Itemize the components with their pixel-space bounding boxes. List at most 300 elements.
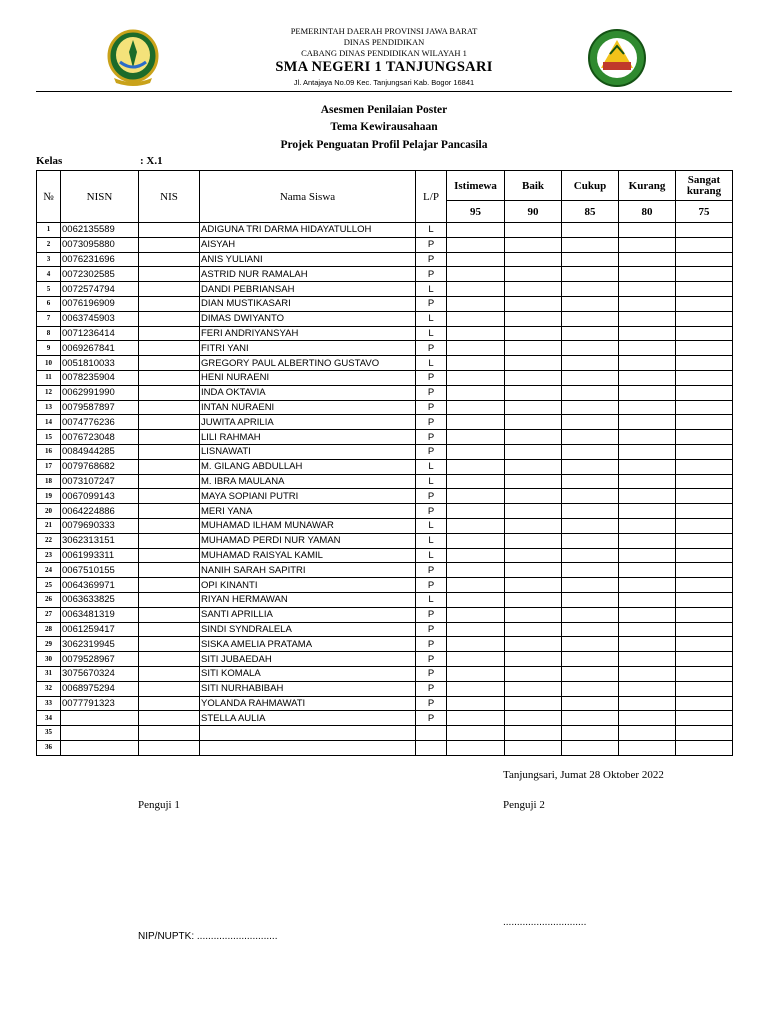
row-score-kurang[interactable] — [619, 326, 676, 341]
row-score-sangat-kurang[interactable] — [676, 518, 733, 533]
row-nisn: 0063745903 — [61, 311, 139, 326]
row-nis — [139, 622, 200, 637]
row-number: 1 — [37, 223, 61, 238]
row-score-baik[interactable] — [505, 296, 562, 311]
row-score-sangat-kurang[interactable] — [676, 385, 733, 400]
table-row — [37, 622, 733, 637]
row-score-kurang[interactable] — [619, 681, 676, 696]
score-kurang: 80 — [619, 201, 676, 223]
row-score-kurang[interactable] — [619, 223, 676, 238]
place-date: Tanjungsari, Jumat 28 Oktober 2022 — [503, 769, 664, 781]
row-score-sangat-kurang[interactable] — [676, 622, 733, 637]
row-score-istimewa[interactable] — [447, 341, 505, 356]
score-baik: 90 — [505, 201, 562, 223]
row-score-kurang[interactable] — [619, 296, 676, 311]
row-nisn: 3062313151 — [61, 533, 139, 548]
row-nisn: 0064224886 — [61, 504, 139, 519]
row-nis — [139, 518, 200, 533]
row-number: 27 — [37, 607, 61, 622]
row-score-cukup[interactable] — [562, 489, 619, 504]
row-score-baik[interactable] — [505, 681, 562, 696]
row-score-istimewa[interactable] — [447, 711, 505, 726]
row-score-baik[interactable] — [505, 311, 562, 326]
row-score-istimewa[interactable] — [447, 726, 505, 741]
row-score-baik[interactable] — [505, 223, 562, 238]
row-nis — [139, 711, 200, 726]
row-score-cukup[interactable] — [562, 652, 619, 667]
row-score-baik[interactable] — [505, 267, 562, 282]
row-score-istimewa[interactable] — [447, 740, 505, 755]
row-score-kurang[interactable] — [619, 696, 676, 711]
row-score-cukup[interactable] — [562, 282, 619, 297]
row-score-istimewa[interactable] — [447, 592, 505, 607]
row-score-cukup[interactable] — [562, 474, 619, 489]
row-nama-siswa: GREGORY PAUL ALBERTINO GUSTAVO — [200, 356, 416, 371]
row-score-cukup[interactable] — [562, 504, 619, 519]
row-score-istimewa[interactable] — [447, 548, 505, 563]
header-sangat-kurang — [676, 171, 733, 201]
penguji-2-label: Penguji 2 — [503, 799, 545, 811]
row-score-sangat-kurang[interactable] — [676, 474, 733, 489]
row-nisn: 0076196909 — [61, 296, 139, 311]
row-nisn: 0084944285 — [61, 444, 139, 459]
row-score-baik[interactable] — [505, 282, 562, 297]
row-score-istimewa[interactable] — [447, 681, 505, 696]
row-score-cukup[interactable] — [562, 637, 619, 652]
row-score-kurang[interactable] — [619, 252, 676, 267]
row-lp: L — [416, 356, 447, 371]
row-score-baik[interactable] — [505, 474, 562, 489]
row-lp: L — [416, 533, 447, 548]
row-lp: L — [416, 518, 447, 533]
row-score-istimewa[interactable] — [447, 652, 505, 667]
row-score-cukup[interactable] — [562, 430, 619, 445]
row-score-kurang[interactable] — [619, 311, 676, 326]
table-row — [37, 666, 733, 681]
row-number: 14 — [37, 415, 61, 430]
row-score-baik[interactable] — [505, 652, 562, 667]
row-nis — [139, 444, 200, 459]
row-score-istimewa[interactable] — [447, 282, 505, 297]
row-score-sangat-kurang[interactable] — [676, 607, 733, 622]
row-score-cukup[interactable] — [562, 459, 619, 474]
row-nis — [139, 237, 200, 252]
row-score-kurang[interactable] — [619, 415, 676, 430]
row-score-cukup[interactable] — [562, 356, 619, 371]
school-name: SMA NEGERI 1 TANJUNGSARI — [275, 59, 493, 75]
row-nis — [139, 370, 200, 385]
row-score-istimewa[interactable] — [447, 607, 505, 622]
header-nis: NIS — [139, 171, 200, 223]
row-score-sangat-kurang[interactable] — [676, 548, 733, 563]
row-nisn: 0071236414 — [61, 326, 139, 341]
row-score-sangat-kurang[interactable] — [676, 430, 733, 445]
row-score-cukup[interactable] — [562, 385, 619, 400]
row-score-sangat-kurang[interactable] — [676, 504, 733, 519]
row-score-istimewa[interactable] — [447, 223, 505, 238]
row-score-cukup[interactable] — [562, 666, 619, 681]
row-score-kurang[interactable] — [619, 637, 676, 652]
row-score-cukup[interactable] — [562, 223, 619, 238]
table-row — [37, 223, 733, 238]
row-lp: P — [416, 652, 447, 667]
row-lp: L — [416, 326, 447, 341]
table-row — [37, 592, 733, 607]
row-nisn: 0079690333 — [61, 518, 139, 533]
row-score-baik[interactable] — [505, 356, 562, 371]
row-lp — [416, 726, 447, 741]
title-projek: Projek Penguatan Profil Pelajar Pancasila — [280, 139, 488, 151]
row-nisn — [61, 711, 139, 726]
row-score-istimewa[interactable] — [447, 459, 505, 474]
row-score-baik[interactable] — [505, 740, 562, 755]
row-nama-siswa: SITI KOMALA — [200, 666, 416, 681]
row-score-sangat-kurang[interactable] — [676, 459, 733, 474]
table-row — [37, 311, 733, 326]
row-score-istimewa[interactable] — [447, 474, 505, 489]
row-score-cukup[interactable] — [562, 311, 619, 326]
header-sangat-line2: kurang — [686, 184, 722, 197]
row-score-cukup[interactable] — [562, 681, 619, 696]
row-score-istimewa[interactable] — [447, 430, 505, 445]
row-number: 18 — [37, 474, 61, 489]
row-score-kurang[interactable] — [619, 282, 676, 297]
row-score-kurang[interactable] — [619, 622, 676, 637]
row-score-sangat-kurang[interactable] — [676, 444, 733, 459]
row-score-baik[interactable] — [505, 518, 562, 533]
row-lp: P — [416, 341, 447, 356]
row-number: 13 — [37, 400, 61, 415]
row-nisn: 0062135589 — [61, 223, 139, 238]
row-nisn: 3062319945 — [61, 637, 139, 652]
row-number: 33 — [37, 696, 61, 711]
row-score-baik[interactable] — [505, 237, 562, 252]
row-score-istimewa[interactable] — [447, 267, 505, 282]
row-nisn: 0062991990 — [61, 385, 139, 400]
row-score-kurang[interactable] — [619, 652, 676, 667]
row-score-sangat-kurang[interactable] — [676, 711, 733, 726]
row-score-istimewa[interactable] — [447, 533, 505, 548]
row-score-istimewa[interactable] — [447, 296, 505, 311]
row-lp: P — [416, 430, 447, 445]
header-baik: Baik — [505, 171, 562, 201]
header-no: № — [37, 171, 61, 223]
row-score-cukup[interactable] — [562, 341, 619, 356]
row-score-istimewa[interactable] — [447, 696, 505, 711]
row-score-baik[interactable] — [505, 696, 562, 711]
row-score-baik[interactable] — [505, 726, 562, 741]
row-nis — [139, 681, 200, 696]
row-score-baik[interactable] — [505, 326, 562, 341]
row-score-sangat-kurang[interactable] — [676, 356, 733, 371]
row-score-sangat-kurang[interactable] — [676, 415, 733, 430]
row-number: 26 — [37, 592, 61, 607]
row-score-cukup[interactable] — [562, 726, 619, 741]
row-lp: P — [416, 370, 447, 385]
row-score-sangat-kurang[interactable] — [676, 563, 733, 578]
row-score-istimewa[interactable] — [447, 563, 505, 578]
row-score-kurang[interactable] — [619, 430, 676, 445]
row-score-kurang[interactable] — [619, 237, 676, 252]
row-score-cukup[interactable] — [562, 267, 619, 282]
row-number: 7 — [37, 311, 61, 326]
row-score-baik[interactable] — [505, 385, 562, 400]
row-lp: P — [416, 415, 447, 430]
row-score-istimewa[interactable] — [447, 326, 505, 341]
row-score-baik[interactable] — [505, 592, 562, 607]
row-score-istimewa[interactable] — [447, 489, 505, 504]
row-lp: P — [416, 681, 447, 696]
row-score-kurang[interactable] — [619, 607, 676, 622]
row-number: 21 — [37, 518, 61, 533]
row-nama-siswa: MERI YANA — [200, 504, 416, 519]
row-score-sangat-kurang[interactable] — [676, 578, 733, 593]
row-score-istimewa[interactable] — [447, 578, 505, 593]
row-score-baik[interactable] — [505, 459, 562, 474]
row-score-cukup[interactable] — [562, 370, 619, 385]
table-row — [37, 489, 733, 504]
row-nis — [139, 252, 200, 267]
row-nis — [139, 666, 200, 681]
row-lp: L — [416, 311, 447, 326]
row-score-cukup[interactable] — [562, 578, 619, 593]
row-score-kurang[interactable] — [619, 533, 676, 548]
row-score-kurang[interactable] — [619, 474, 676, 489]
row-score-baik[interactable] — [505, 533, 562, 548]
row-score-kurang[interactable] — [619, 385, 676, 400]
row-score-kurang[interactable] — [619, 740, 676, 755]
row-score-istimewa[interactable] — [447, 637, 505, 652]
row-score-kurang[interactable] — [619, 563, 676, 578]
row-nisn: 0072302585 — [61, 267, 139, 282]
row-nama-siswa: JUWITA APRILIA — [200, 415, 416, 430]
row-nis — [139, 533, 200, 548]
row-nisn: 0068975294 — [61, 681, 139, 696]
row-nis — [139, 740, 200, 755]
row-score-cukup[interactable] — [562, 518, 619, 533]
row-score-cukup[interactable] — [562, 296, 619, 311]
table-row — [37, 726, 733, 741]
row-score-istimewa[interactable] — [447, 622, 505, 637]
row-nama-siswa: MUHAMAD ILHAM MUNAWAR — [200, 518, 416, 533]
row-nama-siswa: ADIGUNA TRI DARMA HIDAYATULLOH — [200, 223, 416, 238]
row-lp: P — [416, 489, 447, 504]
row-lp: L — [416, 223, 447, 238]
row-score-kurang[interactable] — [619, 356, 676, 371]
row-lp: P — [416, 622, 447, 637]
row-lp: P — [416, 296, 447, 311]
row-score-sangat-kurang[interactable] — [676, 666, 733, 681]
row-score-baik[interactable] — [505, 637, 562, 652]
row-nisn: 0051810033 — [61, 356, 139, 371]
row-score-cukup[interactable] — [562, 415, 619, 430]
row-nama-siswa: M. IBRA MAULANA — [200, 474, 416, 489]
row-score-sangat-kurang[interactable] — [676, 252, 733, 267]
row-nama-siswa: DIAN MUSTIKASARI — [200, 296, 416, 311]
header-sangat-line1: Sangat — [687, 173, 721, 186]
row-nisn: 0076723048 — [61, 430, 139, 445]
row-nisn: 0077791323 — [61, 696, 139, 711]
row-score-istimewa[interactable] — [447, 666, 505, 681]
row-score-sangat-kurang[interactable] — [676, 400, 733, 415]
row-score-istimewa[interactable] — [447, 415, 505, 430]
row-score-sangat-kurang[interactable] — [676, 681, 733, 696]
row-score-sangat-kurang[interactable] — [676, 592, 733, 607]
row-number: 4 — [37, 267, 61, 282]
row-score-baik[interactable] — [505, 341, 562, 356]
row-score-sangat-kurang[interactable] — [676, 740, 733, 755]
row-score-baik[interactable] — [505, 444, 562, 459]
row-number: 30 — [37, 652, 61, 667]
student-rows — [37, 223, 733, 756]
row-score-baik[interactable] — [505, 548, 562, 563]
row-score-kurang[interactable] — [619, 726, 676, 741]
table-row — [37, 459, 733, 474]
row-score-baik[interactable] — [505, 666, 562, 681]
row-score-cukup[interactable] — [562, 740, 619, 755]
row-number: 10 — [37, 356, 61, 371]
row-score-kurang[interactable] — [619, 444, 676, 459]
row-score-sangat-kurang[interactable] — [676, 223, 733, 238]
row-score-baik[interactable] — [505, 622, 562, 637]
row-score-baik[interactable] — [505, 607, 562, 622]
row-nisn: 0061993311 — [61, 548, 139, 563]
row-score-baik[interactable] — [505, 252, 562, 267]
row-score-kurang[interactable] — [619, 267, 676, 282]
row-score-sangat-kurang[interactable] — [676, 370, 733, 385]
row-nisn — [61, 726, 139, 741]
row-score-kurang[interactable] — [619, 666, 676, 681]
table-row — [37, 711, 733, 726]
row-score-baik[interactable] — [505, 578, 562, 593]
table-row — [37, 385, 733, 400]
row-score-baik[interactable] — [505, 370, 562, 385]
table-row — [37, 237, 733, 252]
row-score-cukup[interactable] — [562, 533, 619, 548]
row-score-cukup[interactable] — [562, 711, 619, 726]
department-line: DINAS PENDIDIKAN — [343, 37, 425, 47]
row-score-sangat-kurang[interactable] — [676, 341, 733, 356]
row-nama-siswa: SINDI SYNDRALELA — [200, 622, 416, 637]
row-score-cukup[interactable] — [562, 592, 619, 607]
row-number: 34 — [37, 711, 61, 726]
row-score-baik[interactable] — [505, 711, 562, 726]
row-score-sangat-kurang[interactable] — [676, 282, 733, 297]
row-score-cukup[interactable] — [562, 400, 619, 415]
row-nis — [139, 459, 200, 474]
row-score-istimewa[interactable] — [447, 504, 505, 519]
row-score-cukup[interactable] — [562, 237, 619, 252]
row-score-kurang[interactable] — [619, 711, 676, 726]
row-score-cukup[interactable] — [562, 548, 619, 563]
row-score-istimewa[interactable] — [447, 444, 505, 459]
table-row — [37, 740, 733, 755]
row-score-cukup[interactable] — [562, 326, 619, 341]
row-score-kurang[interactable] — [619, 548, 676, 563]
row-score-istimewa[interactable] — [447, 385, 505, 400]
row-score-baik[interactable] — [505, 400, 562, 415]
row-score-sangat-kurang[interactable] — [676, 726, 733, 741]
row-nama-siswa: FITRI YANI — [200, 341, 416, 356]
row-score-baik[interactable] — [505, 489, 562, 504]
province-line: PEMERINTAH DAERAH PROVINSI JAWA BARAT — [290, 26, 478, 36]
row-score-cukup[interactable] — [562, 696, 619, 711]
row-score-sangat-kurang[interactable] — [676, 652, 733, 667]
letterhead — [36, 24, 732, 92]
row-lp: P — [416, 400, 447, 415]
row-score-cukup[interactable] — [562, 622, 619, 637]
row-score-baik[interactable] — [505, 430, 562, 445]
row-nis — [139, 489, 200, 504]
row-nama-siswa: INTAN NURAENI — [200, 400, 416, 415]
row-number: 8 — [37, 326, 61, 341]
row-score-kurang[interactable] — [619, 370, 676, 385]
row-score-istimewa[interactable] — [447, 237, 505, 252]
kelas-label: Kelas — [36, 155, 63, 167]
row-score-kurang[interactable] — [619, 592, 676, 607]
row-score-kurang[interactable] — [619, 504, 676, 519]
row-score-istimewa[interactable] — [447, 252, 505, 267]
row-score-baik[interactable] — [505, 415, 562, 430]
row-score-cukup[interactable] — [562, 252, 619, 267]
row-score-istimewa[interactable] — [447, 518, 505, 533]
row-score-cukup[interactable] — [562, 444, 619, 459]
row-score-kurang[interactable] — [619, 578, 676, 593]
row-score-baik[interactable] — [505, 504, 562, 519]
row-score-kurang[interactable] — [619, 341, 676, 356]
penguji-2-signature-line: .............................. — [503, 917, 587, 928]
row-score-sangat-kurang[interactable] — [676, 311, 733, 326]
branch-line: CABANG DINAS PENDIDIKAN WILAYAH 1 — [301, 48, 467, 58]
row-score-sangat-kurang[interactable] — [676, 326, 733, 341]
row-nisn: 0078235904 — [61, 370, 139, 385]
row-score-sangat-kurang[interactable] — [676, 489, 733, 504]
row-lp: P — [416, 711, 447, 726]
row-lp: L — [416, 459, 447, 474]
row-score-istimewa[interactable] — [447, 311, 505, 326]
row-score-kurang[interactable] — [619, 518, 676, 533]
row-score-kurang[interactable] — [619, 400, 676, 415]
row-score-sangat-kurang[interactable] — [676, 267, 733, 282]
row-score-cukup[interactable] — [562, 563, 619, 578]
row-lp: P — [416, 444, 447, 459]
row-nis — [139, 282, 200, 297]
row-nama-siswa: DIMAS DWIYANTO — [200, 311, 416, 326]
table-row — [37, 296, 733, 311]
row-number: 19 — [37, 489, 61, 504]
row-score-istimewa[interactable] — [447, 400, 505, 415]
row-score-kurang[interactable] — [619, 459, 676, 474]
row-score-kurang[interactable] — [619, 489, 676, 504]
row-number: 11 — [37, 370, 61, 385]
row-score-sangat-kurang[interactable] — [676, 696, 733, 711]
row-score-sangat-kurang[interactable] — [676, 296, 733, 311]
row-score-sangat-kurang[interactable] — [676, 533, 733, 548]
row-score-baik[interactable] — [505, 563, 562, 578]
row-lp: L — [416, 474, 447, 489]
row-score-istimewa[interactable] — [447, 356, 505, 371]
row-lp: L — [416, 282, 447, 297]
row-nis — [139, 726, 200, 741]
table-row — [37, 252, 733, 267]
row-score-sangat-kurang[interactable] — [676, 237, 733, 252]
row-score-istimewa[interactable] — [447, 370, 505, 385]
row-nama-siswa: RIYAN HERMAWAN — [200, 592, 416, 607]
row-nis — [139, 311, 200, 326]
row-score-sangat-kurang[interactable] — [676, 637, 733, 652]
row-number: 29 — [37, 637, 61, 652]
row-score-cukup[interactable] — [562, 607, 619, 622]
